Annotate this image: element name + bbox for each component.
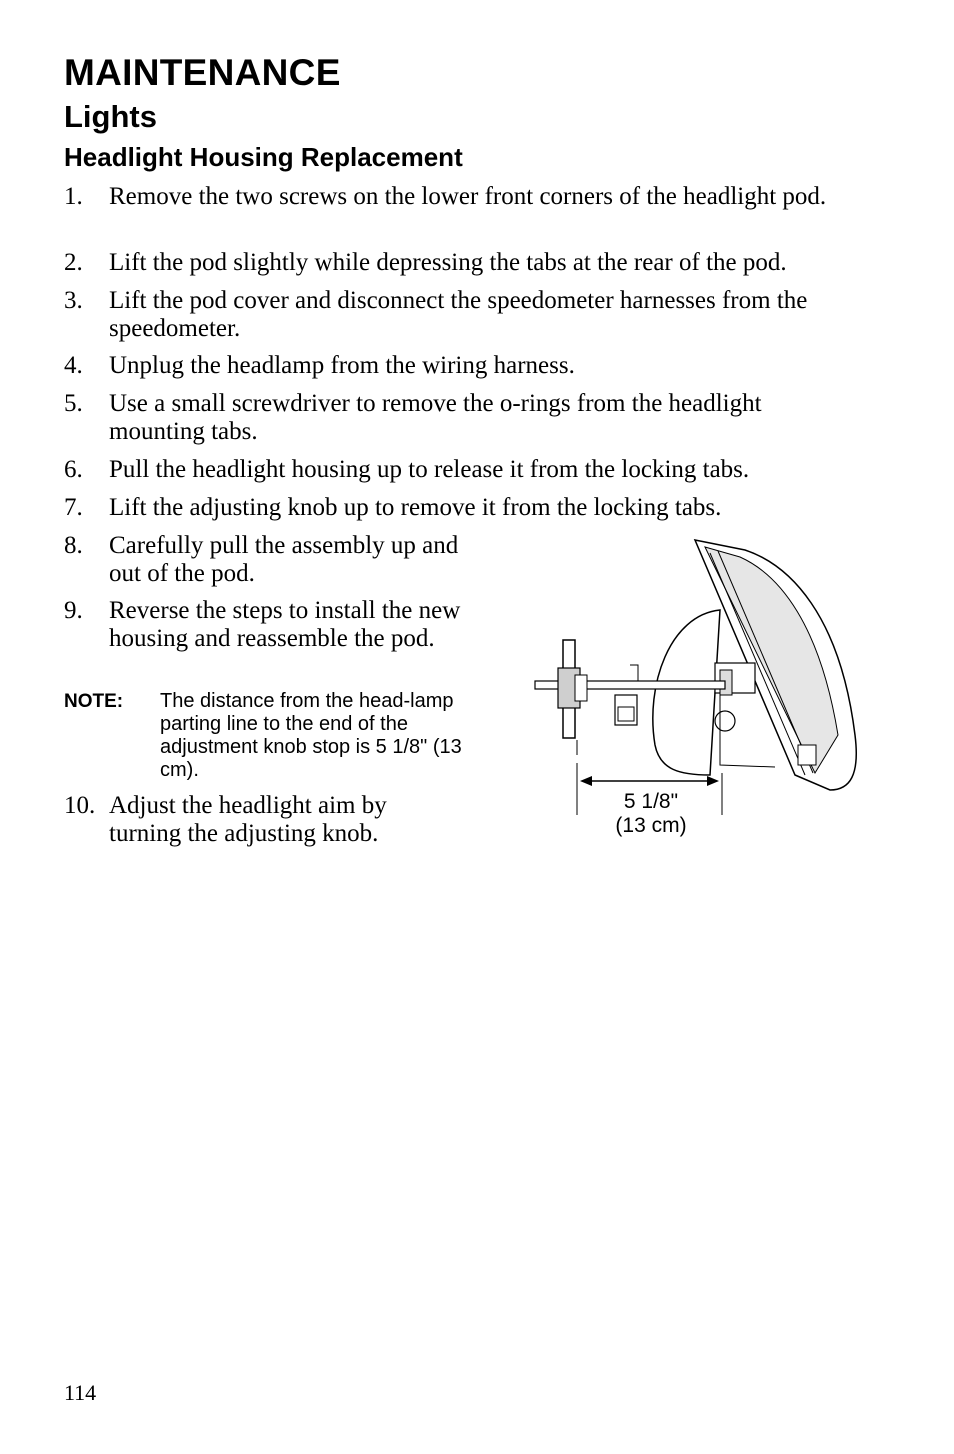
step-text: Carefully pull the assembly up and out of the pod. bbox=[109, 532, 459, 587]
step-number: 5. bbox=[64, 390, 83, 417]
note-text: The distance from the head-lamp parting line to the end of the adjustment knob stop is 5 1/8" (13 cm). bbox=[160, 690, 462, 781]
step-number: 7. bbox=[64, 494, 83, 521]
dimension-centimeters: (13 cm) bbox=[615, 814, 687, 837]
step-number: 10. bbox=[64, 792, 96, 819]
list-item bbox=[64, 287, 864, 343]
list-item bbox=[64, 390, 854, 446]
step-text: Unplug the headlamp from the wiring harness. bbox=[109, 352, 575, 379]
list-item bbox=[64, 597, 464, 653]
list-item bbox=[64, 352, 864, 380]
note bbox=[64, 690, 464, 782]
step-text: Lift the adjusting knob up to remove it from the locking tabs. bbox=[109, 494, 722, 521]
dimension-label bbox=[590, 790, 712, 838]
page-number: 114 bbox=[64, 1380, 97, 1405]
housing-shell bbox=[653, 610, 720, 775]
dimension-arrow bbox=[580, 776, 719, 786]
section-title: MAINTENANCE bbox=[64, 52, 341, 93]
list-item bbox=[64, 532, 464, 588]
step-number: 2. bbox=[64, 249, 83, 276]
step-text: Adjust the headlight aim by turning the adjusting knob. bbox=[109, 792, 387, 847]
step-text: Reverse the steps to install the new housing and reassemble the pod. bbox=[109, 597, 461, 652]
step-text: Lift the pod cover and disconnect the speedometer harnesses from the speedometer. bbox=[109, 287, 808, 342]
step-number: 4. bbox=[64, 352, 83, 379]
list-item bbox=[64, 183, 864, 211]
subsection-title: Lights bbox=[64, 99, 157, 134]
step-number: 9. bbox=[64, 597, 83, 624]
dimension-inches: 5 1/8" bbox=[623, 790, 679, 813]
step-number: 6. bbox=[64, 456, 83, 483]
list-item bbox=[64, 249, 884, 277]
step-text: Use a small screwdriver to remove the o-rings from the headlight mounting tabs. bbox=[109, 390, 762, 445]
list-item bbox=[64, 792, 464, 848]
step-text: Remove the two screws on the lower front corners of the headlight pod. bbox=[109, 183, 827, 210]
list-item bbox=[64, 494, 884, 522]
step-number: 1. bbox=[64, 183, 83, 210]
step-number: 3. bbox=[64, 287, 83, 314]
list-item bbox=[64, 456, 884, 484]
step-number: 8. bbox=[64, 532, 83, 559]
note-label: NOTE: bbox=[64, 691, 124, 712]
step-text: Pull the headlight housing up to release it from the locking tabs. bbox=[109, 456, 750, 483]
step-text: Lift the pod slightly while depressing the tabs at the rear of the pod. bbox=[109, 249, 787, 276]
topic-title: Headlight Housing Replacement bbox=[64, 142, 463, 172]
